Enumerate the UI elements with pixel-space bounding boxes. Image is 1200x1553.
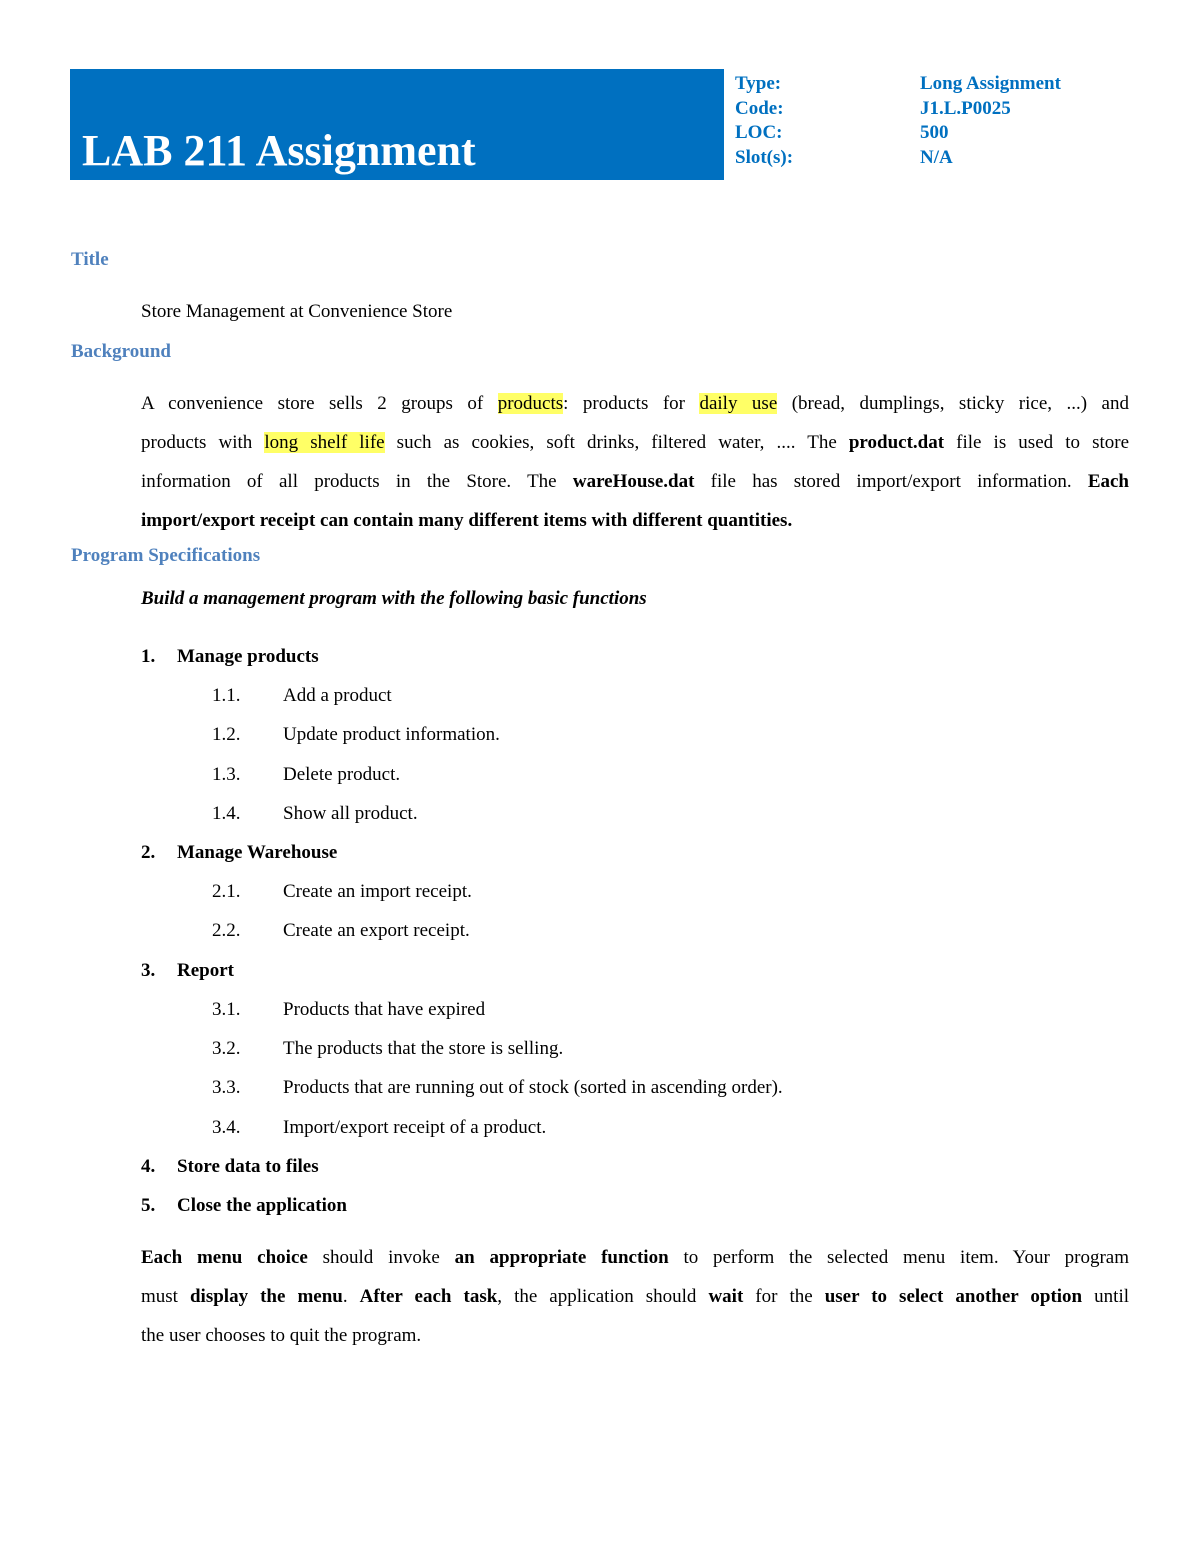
submenu-item-add-product: Add a product [283,685,392,706]
submenu-number: 3.4. [212,1117,241,1138]
text-run: file has stored import/export information. [694,471,1088,492]
meta-value: J1.L.P0025 [920,97,1011,119]
menu-number: 3. [141,960,156,981]
submenu-item-selling: The products that the store is selling. [283,1038,564,1059]
meta-key: Type: [735,73,782,94]
text-run: the user chooses to quit the program. [141,1325,422,1346]
meta-value: 500 [920,122,949,143]
submenu-number: 2.1. [212,881,241,902]
meta-key: Slot(s): [735,146,794,168]
spec-intro: Build a management program with the following basic functions [141,588,647,609]
menu-number: 2. [141,842,156,863]
bold-text: wareHouse.dat [572,471,695,492]
submenu-number: 3.1. [212,999,241,1020]
submenu-item-receipt-of-product: Import/export receipt of a product. [283,1117,547,1138]
meta-row-type [735,72,1061,97]
assignment-meta [735,72,1061,170]
paragraph-line [141,462,1129,501]
bold-text: wait [708,1286,744,1307]
spec-heading: Program Specifications [71,545,261,566]
submenu-number: 3.2. [212,1038,241,1059]
menu-number: 1. [141,646,156,667]
submenu-number: 3.3. [212,1077,241,1098]
paragraph-line [141,1277,1129,1316]
bold-text: an appropriate function [454,1247,669,1268]
closing-paragraph [141,1238,1129,1355]
meta-row-code [735,97,1061,122]
document-title: LAB 211 Assignment [82,126,476,175]
submenu-item-export-receipt: Create an export receipt. [283,920,470,941]
text-run: . [342,1286,360,1307]
meta-row-slots [735,146,1061,171]
title-text: Store Management at Convenience Store [141,301,453,322]
menu-item-manage-products: Manage products [177,646,319,667]
menu-number: 5. [141,1195,156,1216]
text-run: should invoke [307,1247,455,1268]
text-run: products with [141,432,265,453]
bold-text: display the menu [189,1286,343,1307]
meta-row-loc [735,121,1061,146]
meta-value: N/A [920,146,953,168]
submenu-number: 1.3. [212,764,241,785]
bold-text: Each [1087,471,1130,492]
submenu-item-out-of-stock: Products that are running out of stock (sorted in ascending order). [283,1077,783,1098]
submenu-item-import-receipt: Create an import receipt. [283,881,472,902]
menu-item-manage-warehouse: Manage Warehouse [177,842,338,863]
highlighted-text: daily use [699,393,778,414]
bold-text: Each menu choice [141,1247,308,1268]
bold-text: product.dat [848,432,945,453]
meta-key: LOC: [735,122,783,143]
text-run: such as cookies, soft drinks, filtered water, .... The [384,432,849,453]
text-run: , the application should [497,1286,709,1307]
text-run: : products for [563,393,700,414]
paragraph-line [141,423,1129,462]
background-heading: Background [71,341,171,362]
text-run: to perform the selected menu item. Your program [668,1247,1129,1268]
title-heading: Title [71,249,109,270]
text-run: file is used to store [944,432,1130,453]
submenu-item-expired: Products that have expired [283,999,486,1020]
submenu-number: 1.2. [212,724,241,745]
submenu-number: 1.1. [212,685,241,706]
meta-value: Long Assignment [920,73,1061,94]
text-run: for the [743,1286,825,1307]
menu-item-report: Report [177,960,234,981]
paragraph-line [141,501,1129,540]
highlighted-text: products [497,393,564,414]
submenu-item-show-products: Show all product. [283,803,418,824]
submenu-item-update-product: Update product information. [283,724,500,745]
bold-text: After each task [359,1286,498,1307]
meta-key: Code: [735,97,784,119]
text-run: A convenience store sells 2 groups of [141,393,498,414]
header-banner [70,69,724,180]
paragraph-line [141,1238,1129,1277]
text-run: information of all products in the Store. The [141,471,573,492]
text-run: until [1082,1286,1129,1307]
submenu-number: 1.4. [212,803,241,824]
submenu-item-delete-product: Delete product. [283,764,401,785]
submenu-number: 2.2. [212,920,241,941]
text-run: must [141,1286,190,1307]
bold-text: user to select another option [824,1286,1083,1307]
highlighted-text: long shelf life [264,432,385,453]
menu-item-close-application: Close the application [177,1195,347,1216]
bold-text: import/export receipt can contain many different items with different quantities. [141,510,793,531]
menu-item-store-data: Store data to files [177,1156,319,1177]
text-run: (bread, dumplings, sticky rice, ...) and [777,393,1129,414]
background-paragraph [141,384,1129,540]
menu-number: 4. [141,1156,156,1177]
paragraph-line [141,1316,1129,1355]
paragraph-line [141,384,1129,423]
